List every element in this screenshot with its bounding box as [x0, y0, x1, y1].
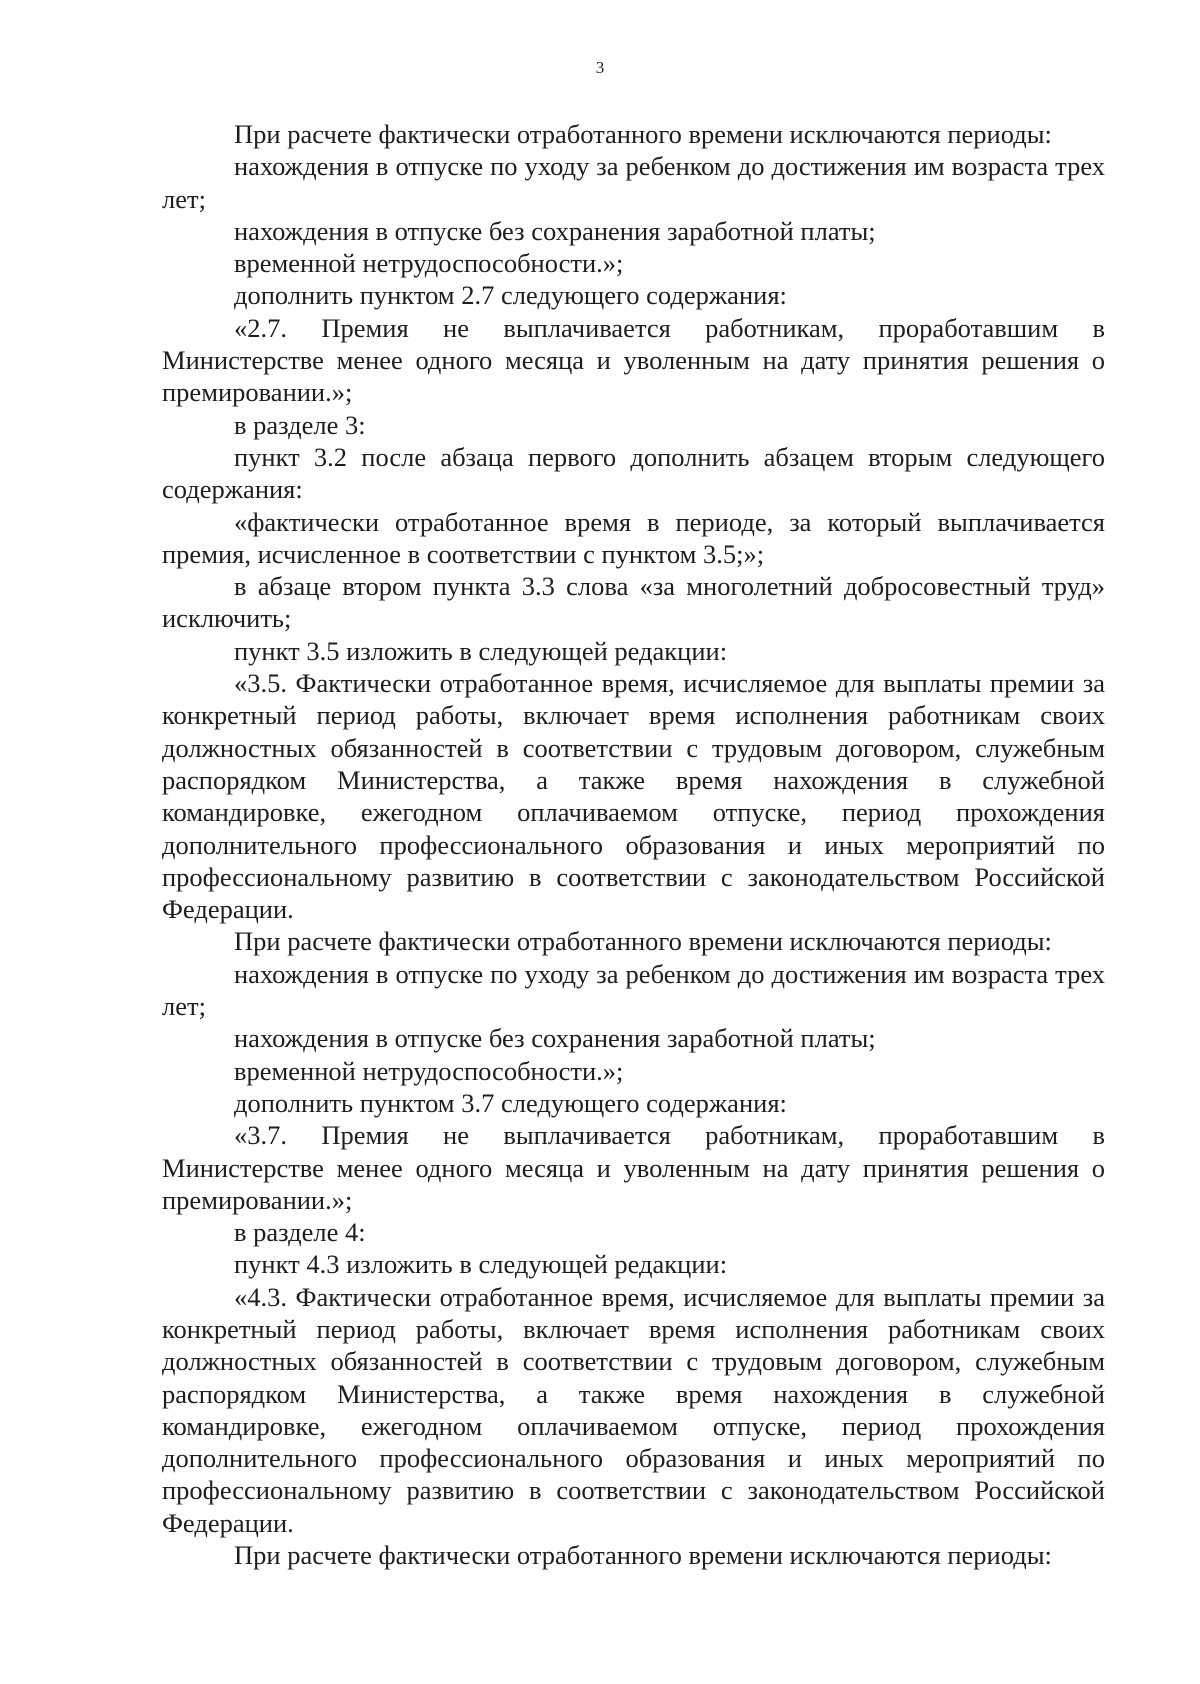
paragraph: «3.7. Премия не выплачивается работникам, проработавшим в Министерстве менее одного месяца и уволенным на дату принятия решения о премировании.»; — [162, 1120, 1105, 1215]
paragraph: «4.3. Фактически отработанное время, исчисляемое для выплаты премии за конкретный период работы, включает время исполнения работникам своих должностных обязанностей в соответствии с трудовым договором, служебным распорядком Министерства, а также время нахождения в служебной командировке, ежегодном оплачиваемом отпуске, период прохождения дополнительного профессионального образования и иных мероприятий по профессиональному развитию в соответствии с законодательством Российской Федерации. — [162, 1281, 1105, 1538]
paragraph: в разделе 4: — [234, 1217, 366, 1248]
paragraph: нахождения в отпуске по уходу за ребенком до достижения им возраста трех лет; — [162, 151, 1105, 214]
paragraph: пункт 3.2 после абзаца первого дополнить абзацем вторым следующего содержания: — [162, 441, 1105, 505]
paragraph: временной нетрудоспособности.»; — [234, 248, 624, 279]
paragraph: При расчете фактически отработанного времени исключаются периоды: — [234, 926, 1052, 957]
document-body — [162, 118, 1105, 1571]
paragraph: При расчете фактически отработанного времени исключаются периоды: — [234, 119, 1052, 149]
paragraph: пункт 4.3 изложить в следующей редакции: — [234, 1249, 728, 1280]
page-number: 3 — [595, 58, 605, 77]
paragraph: в абзаце втором пункта 3.3 слова «за многолетний добросовестный труд» исключить; — [162, 571, 1105, 634]
paragraph: нахождения в отпуске без сохранения заработной платы; — [234, 215, 876, 246]
paragraph: При расчете фактически отработанного времени исключаются периоды: — [234, 1540, 1052, 1571]
paragraph: нахождения в отпуске по уходу за ребенком до достижения им возраста трех лет; — [162, 958, 1105, 1022]
paragraph: пункт 3.5 изложить в следующей редакции: — [234, 635, 728, 666]
paragraph: нахождения в отпуске без сохранения заработной платы; — [234, 1023, 876, 1054]
paragraph: «фактически отработанное время в периоде, за который выплачивается премия, исчисленное в соответствии с пунктом 3.5;»; — [162, 506, 1105, 569]
paragraph: временной нетрудоспособности.»; — [234, 1055, 624, 1086]
paragraph: в разделе 3: — [234, 409, 366, 440]
paragraph: «2.7. Премия не выплачивается работникам, проработавшим в Министерстве менее одного месяца и уволенным на дату принятия решения о премировании.»; — [162, 312, 1105, 408]
paragraph: «3.5. Фактически отработанное время, исчисляемое для выплаты премии за конкретный период работы, включает время исполнения работникам своих должностных обязанностей в соответствии с трудовым договором, служебным распорядком Министерства, а также время нахождения в служебной командировке, ежегодном оплачиваемом отпуске, период прохождения дополнительного профессионального образования и иных мероприятий по профессиональному развитию в соответствии с законодательством Российской Федерации. — [162, 668, 1105, 925]
paragraph: дополнить пунктом 3.7 следующего содержания: — [234, 1087, 787, 1118]
paragraph: дополнить пунктом 2.7 следующего содержания: — [234, 280, 787, 311]
